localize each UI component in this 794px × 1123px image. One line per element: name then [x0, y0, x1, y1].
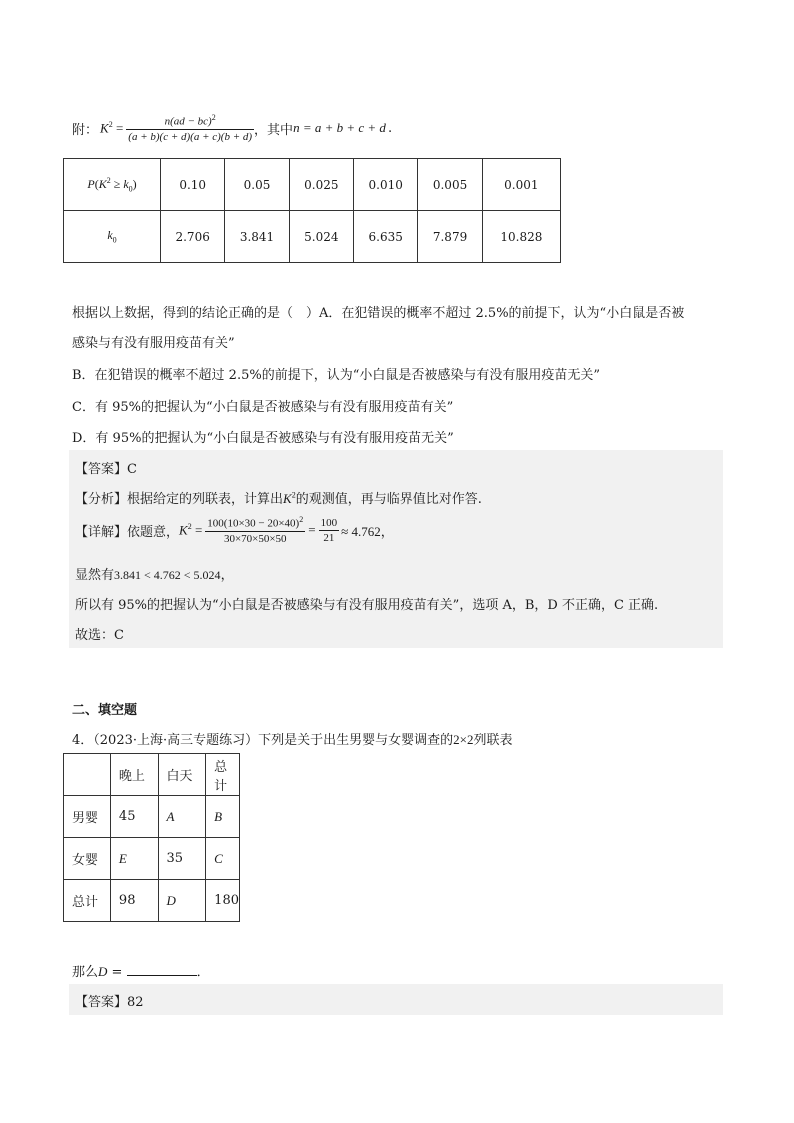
answer4-block	[69, 984, 723, 1015]
prompt-end: ．	[196, 965, 210, 980]
formula-end: .	[387, 120, 393, 136]
table1-k-cell: 2.706	[161, 211, 225, 263]
formula-denominator: (a + b)(c + d)(a + c)(b + d)	[128, 130, 253, 143]
table2-header-cell: 总计	[206, 754, 240, 796]
analysis-line	[75, 488, 482, 507]
table1-p-cell: 0.010	[354, 159, 418, 211]
table2-cell: A	[158, 796, 206, 838]
detail-denominator: 30×70×50×50	[205, 531, 305, 545]
analysis-k2: $K^2$	[283, 490, 296, 506]
choice-line: 故选：C	[75, 628, 124, 643]
obvious-prefix: 显然有	[75, 568, 115, 583]
table1-p-cell: 0.05	[225, 159, 289, 211]
analysis-suffix: 的观测值，再与临界值比对作答.	[295, 492, 482, 507]
detail-result: ≈ 4.762，	[341, 523, 394, 539]
table1-header-k: $k_0$	[64, 211, 161, 263]
table1-header-p: $P(K^2 \ge k_0)$	[64, 159, 161, 211]
prompt-prefix: 那么	[72, 965, 99, 980]
answer-line: 【答案】C	[75, 462, 137, 477]
formula-lhs: $K^2$ =	[100, 119, 124, 136]
formula-numerator: n(ad − bc)$^2$	[164, 113, 216, 128]
question4-math: 2×2	[453, 732, 474, 747]
question4-suffix: 列联表	[473, 733, 513, 748]
option-c: C．有 95%的把握认为“小白鼠是否被感染与有没有服用疫苗有关”	[72, 400, 454, 415]
contingency-table	[63, 753, 240, 922]
table1-k-cell: 10.828	[482, 211, 560, 263]
prompt-eq: =	[107, 965, 127, 980]
table2-cell: 180	[206, 880, 240, 922]
question4-stem	[72, 729, 512, 748]
detail-fraction-2-den: 21	[319, 530, 340, 544]
table2-header-cell	[64, 754, 111, 796]
table1-p-cell: 0.005	[418, 159, 482, 211]
detail-fraction	[205, 515, 305, 545]
table2-cell: E	[110, 838, 158, 880]
question4-prompt	[72, 961, 210, 980]
formula-fraction	[126, 113, 254, 143]
detail-fraction-2-num: 100	[320, 516, 338, 529]
detail-line: 【详解】依题意， $K^2$ = $\frac{100(10\times 30 - 20\times 40)^2}{30\times 70\times 50\times 50}$ = $\frac{100}{21}$ ≈ 4.762，	[75, 515, 394, 545]
table2-header-cell: 白天	[158, 754, 206, 796]
formula-note	[72, 110, 392, 146]
table2-row-label: 总计	[64, 880, 111, 922]
formula-prefix: 附：	[72, 122, 99, 138]
obvious-line	[75, 564, 234, 583]
solution-block	[69, 450, 723, 648]
detail-numerator: $100(10\times 30 - 20\times 40)^2$	[207, 515, 304, 530]
table2-cell: 35	[158, 838, 206, 880]
detail-prefix: 【详解】依题意，	[75, 524, 180, 540]
table2-cell: B	[206, 796, 240, 838]
question-stem-line2: 感染与有没有服用疫苗有关”	[72, 336, 235, 351]
prompt-var: D	[98, 964, 108, 979]
table2-cell: C	[206, 838, 240, 880]
question-stem-line1: 根据以上数据，得到的结论正确的是（ ）A．在犯错误的概率不超过 2.5%的前提下，认为“小白鼠是否被	[72, 306, 685, 321]
table2-row-label: 女婴	[64, 838, 111, 880]
answer4-line: 【答案】82	[75, 995, 144, 1010]
table1-p-cell: 0.001	[482, 159, 560, 211]
table1-p-cell: 0.025	[289, 159, 353, 211]
obvious-suffix: ，	[220, 568, 234, 583]
question4-prefix: 4．（2023·上海·高三专题练习）下列是关于出生男婴与女婴调查的	[72, 733, 454, 748]
formula-n-def: n = a + b + c + d	[293, 120, 386, 135]
detail-fraction-2	[319, 517, 340, 544]
table1-k-cell: 3.841	[225, 211, 289, 263]
option-d: D．有 95%的把握认为“小白鼠是否被感染与有没有服用疫苗无关”	[72, 431, 454, 446]
conclusion-line: 所以有 95%的把握认为“小白鼠是否被感染与有没有服用疫苗有关”，选项 A，B，D 不正确，C 正确.	[75, 598, 659, 613]
table2-cell: 98	[110, 880, 158, 922]
table1-k-cell: 7.879	[418, 211, 482, 263]
detail-lhs: $K^2$ =	[179, 521, 203, 538]
critical-value-table	[63, 158, 561, 263]
table2-cell: D	[158, 880, 206, 922]
table1-p-cell: 0.10	[161, 159, 225, 211]
table2-header-cell: 晚上	[110, 754, 158, 796]
section-title: 二、填空题	[72, 703, 138, 718]
table2-cell: 45	[110, 796, 158, 838]
obvious-inequality: 3.841 < 4.762 < 5.024	[114, 568, 221, 582]
table1-k-cell: 5.024	[289, 211, 353, 263]
option-b: B．在犯错误的概率不超过 2.5%的前提下，认为“小白鼠是否被感染与有没有服用疫苗无关”	[72, 368, 601, 383]
formula-where: ，其中	[254, 122, 294, 138]
analysis-prefix: 【分析】根据给定的列联表，计算出	[75, 492, 284, 507]
answer-blank[interactable]	[127, 963, 197, 976]
table2-row-label: 男婴	[64, 796, 111, 838]
table1-k-cell: 6.635	[354, 211, 418, 263]
